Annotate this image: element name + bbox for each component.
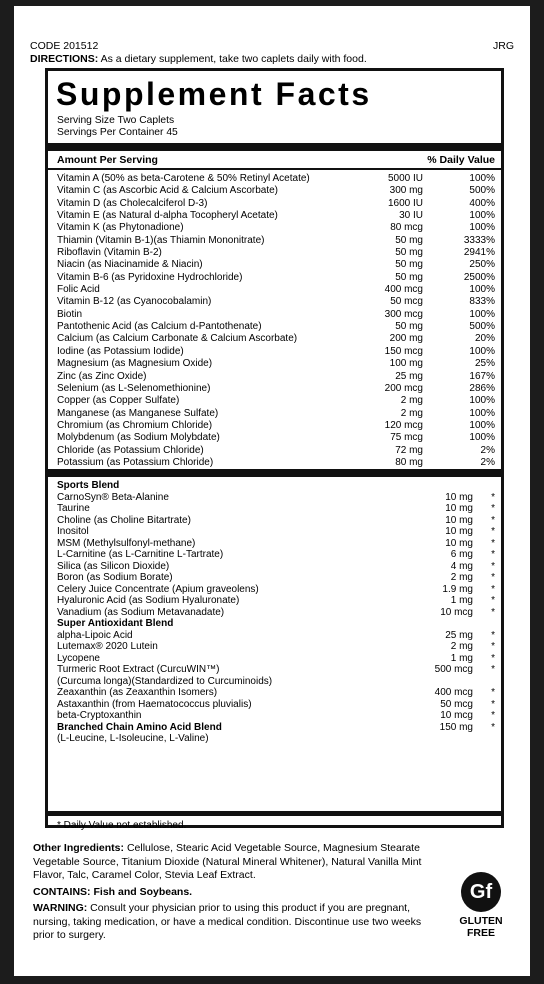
nutrient-name: Chromium (as Chromium Chloride): [57, 419, 213, 431]
blend-ingredient-row: [48, 641, 501, 653]
blend-heading-amount: 150 mg: [439, 721, 473, 733]
nutrient-row: [48, 395, 501, 407]
footnote: * Daily Value not established.: [57, 820, 187, 831]
nutrient-daily-value: 250%: [469, 259, 495, 271]
thick-divider: [48, 469, 501, 477]
blend-ingredient-row: [48, 503, 501, 515]
nutrient-amount: 50 mg: [395, 259, 423, 271]
nutrient-name: Vitamin B-12 (as Cyanocobalamin): [57, 296, 212, 308]
directions: [30, 53, 514, 66]
ingredient-amount: 2 mg: [450, 572, 473, 583]
nutrient-name: Selenium (as L-Selenomethionine): [57, 382, 211, 394]
nutrient-daily-value: 20%: [474, 333, 495, 345]
nutrient-daily-value: 100%: [469, 419, 495, 431]
nutrient-row: [48, 210, 501, 222]
nutrient-row: [48, 321, 501, 333]
nutrient-row: [48, 445, 501, 457]
nutrient-daily-value: 100%: [469, 173, 495, 184]
nutrient-row: [48, 222, 501, 234]
nutrient-daily-value: 100%: [469, 432, 495, 444]
blend-ingredient-row: [48, 572, 501, 584]
nutrient-daily-value: 25%: [474, 358, 495, 370]
daily-value-header: % Daily Value: [427, 154, 495, 166]
directions-label: DIRECTIONS:: [30, 53, 99, 65]
ingredient-amount: 1 mg: [450, 652, 473, 664]
nutrient-daily-value: 100%: [469, 345, 495, 357]
ingredient-name: Hyaluronic Acid (as Sodium Hyaluronate): [57, 595, 240, 606]
nutrient-name: Vitamin D (as Cholecalciferol D-3): [57, 197, 208, 209]
nutrient-name: Manganese (as Manganese Sulfate): [57, 407, 219, 419]
blend-heading-label: Sports Blend: [57, 480, 120, 491]
blend-ingredient-row: [48, 526, 501, 538]
ingredient-name: (Curcuma longa)(Standardized to Curcuminoids): [57, 675, 273, 687]
nutrient-row: [48, 247, 501, 259]
nutrient-daily-value: 100%: [469, 210, 495, 222]
nutrient-amount: 50 mg: [395, 247, 423, 259]
nutrient-daily-value: 500%: [469, 321, 495, 333]
blend-heading: [48, 480, 501, 492]
nutrient-daily-value: 400%: [469, 197, 495, 209]
nutrient-daily-value: 2%: [480, 444, 495, 456]
blend-ingredient-row: [48, 664, 501, 676]
nutrient-name: Vitamin B-6 (as Pyridoxine Hydrochloride): [57, 271, 243, 283]
ingredient-amount: 10 mg: [445, 491, 473, 503]
nutrient-daily-value: 100%: [469, 222, 495, 234]
blend-table: [48, 480, 501, 745]
nutrient-daily-value: 100%: [469, 407, 495, 419]
amount-per-serving-header: Amount Per Serving: [57, 154, 158, 166]
blend-ingredient-row: [48, 687, 501, 699]
warning-text: Consult your physician prior to using this product if you are pregnant, nursing, taking medication, or have a medical condition. Discontinue use two weeks prior to surgery.: [33, 902, 422, 941]
warning: [33, 902, 433, 943]
blend-ingredient-row: [48, 710, 501, 722]
ingredient-amount: 4 mg: [450, 560, 473, 572]
ingredient-name: CarnoSyn® Beta-Alanine: [57, 491, 169, 503]
nutrient-amount: 300 mg: [389, 185, 423, 197]
ingredient-name: beta-Cryptoxanthin: [57, 710, 142, 721]
blend-heading-dv: *: [491, 721, 495, 733]
blend-heading: [48, 618, 501, 630]
ingredient-amount: 10 mg: [445, 537, 473, 549]
ingredient-daily-value: *: [491, 549, 495, 560]
nutrient-name: Niacin (as Niacinamide & Niacin): [57, 259, 203, 271]
ingredient-daily-value: *: [491, 687, 495, 698]
ingredient-amount: 6 mg: [450, 549, 473, 560]
ingredient-name: Vanadium (as Sodium Metavanadate): [57, 606, 225, 618]
blend-ingredient-row: [48, 595, 501, 607]
ingredient-name: Silica (as Silicon Dioxide): [57, 560, 170, 572]
nutrient-name: Biotin: [57, 308, 83, 320]
ingredient-daily-value: *: [491, 560, 495, 572]
nutrient-name: Potassium (as Potassium Chloride): [57, 456, 214, 468]
nutrient-amount: 75 mcg: [390, 432, 423, 444]
ingredient-daily-value: *: [491, 664, 495, 675]
nutrient-name: Zinc (as Zinc Oxide): [57, 370, 147, 382]
nutrient-name: Riboflavin (Vitamin B-2): [57, 247, 162, 259]
nutrient-amount: 72 mg: [395, 444, 423, 456]
nutrient-amount: 120 mcg: [384, 419, 423, 431]
blend-ingredient-row: [48, 584, 501, 596]
nutrient-name: Pantothenic Acid (as Calcium d-Pantothenate): [57, 321, 262, 333]
ingredient-name: Astaxanthin (from Haematococcus pluvialis): [57, 698, 252, 710]
nutrient-daily-value: 286%: [469, 382, 495, 394]
nutrient-amount: 200 mcg: [384, 382, 423, 394]
blend-ingredient-row: [48, 699, 501, 711]
ingredient-amount: 2 mg: [450, 641, 473, 652]
nutrient-row: [48, 235, 501, 247]
nutrient-row: [48, 259, 501, 271]
badge-line1: GLUTEN: [459, 915, 503, 927]
ingredient-name: Zeaxanthin (as Zeaxanthin Isomers): [57, 687, 218, 698]
thick-divider: [48, 143, 501, 151]
blend-ingredient-row: [48, 561, 501, 573]
nutrient-amount: 5000 IU: [387, 173, 423, 184]
nutrient-amount: 50 mg: [395, 321, 423, 333]
ingredient-amount: 10 mg: [445, 514, 473, 526]
nutrient-amount: 200 mg: [389, 333, 423, 345]
nutrient-name: Iodine (as Potassium Iodide): [57, 345, 184, 357]
ingredient-amount: 10 mcg: [440, 606, 473, 618]
ingredient-daily-value: *: [491, 698, 495, 710]
nutrient-daily-value: 2%: [480, 456, 495, 468]
nutrient-row: [48, 408, 501, 420]
nutrient-name: Vitamin E (as Natural d-alpha Tocopheryl Acetate): [57, 210, 278, 222]
ingredient-name: Turmeric Root Extract (CurcuWIN™): [57, 664, 220, 675]
blend-heading: [48, 722, 501, 734]
nutrient-daily-value: 2941%: [463, 247, 495, 259]
ingredient-name: MSM (Methylsulfonyl-methane): [57, 537, 196, 549]
ingredient-daily-value: *: [491, 572, 495, 583]
nutrient-name: Chloride (as Potassium Chloride): [57, 444, 204, 456]
nutrient-name: Vitamin A (50% as beta-Carotene & 50% Retinyl Acetate): [57, 173, 310, 184]
nutrient-amount: 50 mcg: [390, 296, 423, 308]
ingredient-daily-value: *: [491, 537, 495, 549]
nutrient-daily-value: 100%: [469, 395, 495, 407]
ingredient-name: Inositol: [57, 526, 89, 537]
nutrient-name: Vitamin K (as Phytonadione): [57, 222, 184, 234]
blend-heading-label: Branched Chain Amino Acid Blend: [57, 721, 222, 733]
ingredient-name: Celery Juice Concentrate (Apium graveolens): [57, 583, 259, 595]
ingredient-amount: 400 mcg: [434, 687, 473, 698]
nutrient-amount: 50 mg: [395, 234, 423, 246]
nutrient-amount: 400 mcg: [384, 284, 423, 296]
ingredient-amount: 10 mg: [445, 526, 473, 537]
ingredient-name: Lutemax® 2020 Lutein: [57, 641, 158, 652]
ingredient-daily-value: *: [491, 652, 495, 664]
blend-ingredient-row: [48, 515, 501, 527]
blend-ingredient-row: [48, 733, 501, 745]
nutrient-name: Calcium (as Calcium Carbonate & Calcium Ascorbate): [57, 333, 298, 345]
serving-size: Serving Size Two Caplets: [57, 115, 175, 126]
nutrient-amount: 1600 IU: [387, 197, 423, 209]
ingredients-text: Cellulose, Stearic Acid Vegetable Source, Magnesium Stearate Vegetable Source, Titanium Dioxide (Natural Mineral Whitener), Natural Vanilla Mint Flavor, Talc, Caramel Color, Stevia Leaf Extract.: [33, 842, 422, 881]
nutrient-row: [48, 284, 501, 296]
ingredient-name: (L-Leucine, L-Isoleucine, L-Valine): [57, 733, 209, 744]
ingredient-daily-value: *: [491, 595, 495, 606]
nutrient-amount: 150 mcg: [384, 345, 423, 357]
contains-text: Fish and Soybeans.: [93, 885, 193, 898]
nutrient-daily-value: 3333%: [463, 234, 495, 246]
blend-ingredient-row: [48, 549, 501, 561]
nutrient-row: [48, 333, 501, 345]
serving-info: [57, 115, 178, 139]
nutrient-daily-value: 100%: [469, 308, 495, 320]
ingredient-daily-value: *: [491, 629, 495, 641]
nutrient-row: [48, 185, 501, 197]
nutrient-row: [48, 383, 501, 395]
panel-title: Supplement Facts: [56, 76, 372, 112]
ingredient-name: Lycopene: [57, 652, 100, 664]
contains-label: CONTAINS:: [33, 885, 91, 898]
nutrient-row: [48, 346, 501, 358]
nutrient-amount: 2 mg: [400, 395, 423, 407]
ingredient-name: L-Carnitine (as L-Carnitine L-Tartrate): [57, 549, 224, 560]
ingredient-daily-value: *: [491, 710, 495, 721]
ingredient-daily-value: *: [491, 583, 495, 595]
label-header: [30, 40, 514, 66]
nutrient-table: [48, 173, 501, 469]
ingredient-name: alpha-Lipoic Acid: [57, 629, 133, 641]
ingredient-amount: 1.9 mg: [442, 583, 473, 595]
warning-label: WARNING:: [33, 902, 88, 914]
nutrient-daily-value: 2500%: [463, 271, 495, 283]
thick-divider: [48, 811, 501, 816]
blend-ingredient-row: [48, 653, 501, 665]
ingredient-amount: 10 mg: [445, 503, 473, 514]
nutrient-daily-value: 500%: [469, 185, 495, 197]
ingredients-label: Other Ingredients:: [33, 842, 125, 854]
ingredient-name: Boron (as Sodium Borate): [57, 572, 173, 583]
other-ingredients: [33, 842, 433, 883]
ingredient-amount: 25 mg: [445, 629, 473, 641]
nutrient-name: Molybdenum (as Sodium Molybdate): [57, 432, 220, 444]
nutrient-row: [48, 432, 501, 444]
servings-per-container: Servings Per Container 45: [57, 127, 178, 138]
blend-ingredient-row: [48, 630, 501, 642]
ingredient-daily-value: *: [491, 606, 495, 618]
ingredient-daily-value: *: [491, 526, 495, 537]
nutrient-row: [48, 358, 501, 370]
nutrient-row: [48, 272, 501, 284]
nutrient-amount: 2 mg: [400, 407, 423, 419]
product-code: CODE 201512: [30, 40, 99, 52]
nutrient-row: [48, 198, 501, 210]
blend-ingredient-row: [48, 607, 501, 619]
nutrient-daily-value: 833%: [469, 296, 495, 308]
gluten-free-icon: Gf: [461, 872, 501, 912]
nutrient-name: Folic Acid: [57, 284, 100, 296]
thin-divider: [48, 168, 501, 170]
ingredient-daily-value: *: [491, 503, 495, 514]
ingredient-name: Taurine: [57, 503, 90, 514]
nutrient-row: [48, 296, 501, 308]
nutrient-name: Magnesium (as Magnesium Oxide): [57, 358, 213, 370]
nutrient-name: Copper (as Copper Sulfate): [57, 395, 180, 407]
gluten-free-badge: [456, 872, 506, 939]
initials: JRG: [493, 40, 514, 52]
badge-line2: FREE: [466, 927, 495, 939]
blend-ingredient-row: [48, 492, 501, 504]
nutrient-row: [48, 457, 501, 469]
nutrient-amount: 50 mg: [395, 271, 423, 283]
nutrient-row: [48, 371, 501, 383]
nutrient-row: [48, 173, 501, 185]
label-footer: [33, 842, 433, 943]
blend-ingredient-row: [48, 676, 501, 688]
nutrient-amount: 100 mg: [389, 358, 423, 370]
ingredient-name: Choline (as Choline Bitartrate): [57, 514, 191, 526]
ingredient-amount: 10 mcg: [440, 710, 473, 721]
ingredient-amount: 50 mcg: [440, 698, 473, 710]
nutrient-amount: 30 IU: [399, 210, 423, 222]
allergens: [33, 886, 433, 900]
ingredient-daily-value: *: [491, 514, 495, 526]
ingredient-daily-value: *: [491, 641, 495, 652]
ingredient-daily-value: *: [491, 491, 495, 503]
nutrient-name: Thiamin (Vitamin B-1)(as Thiamin Mononitrate): [57, 234, 265, 246]
ingredient-amount: 500 mcg: [434, 664, 473, 675]
nutrient-amount: 300 mcg: [384, 308, 423, 320]
ingredient-amount: 1 mg: [450, 595, 473, 606]
blend-ingredient-row: [48, 538, 501, 550]
directions-text: As a dietary supplement, take two caplets daily with food.: [100, 53, 367, 65]
nutrient-amount: 80 mg: [395, 456, 423, 468]
nutrient-row: [48, 420, 501, 432]
nutrient-daily-value: 167%: [469, 370, 495, 382]
nutrient-name: Vitamin C (as Ascorbic Acid & Calcium Ascorbate): [57, 185, 279, 197]
nutrient-amount: 80 mcg: [390, 222, 423, 234]
supplement-facts-panel: [45, 68, 504, 831]
blend-heading-label: Super Antioxidant Blend: [57, 618, 174, 629]
nutrient-row: [48, 309, 501, 321]
nutrient-daily-value: 100%: [469, 284, 495, 296]
nutrient-amount: 25 mg: [395, 370, 423, 382]
